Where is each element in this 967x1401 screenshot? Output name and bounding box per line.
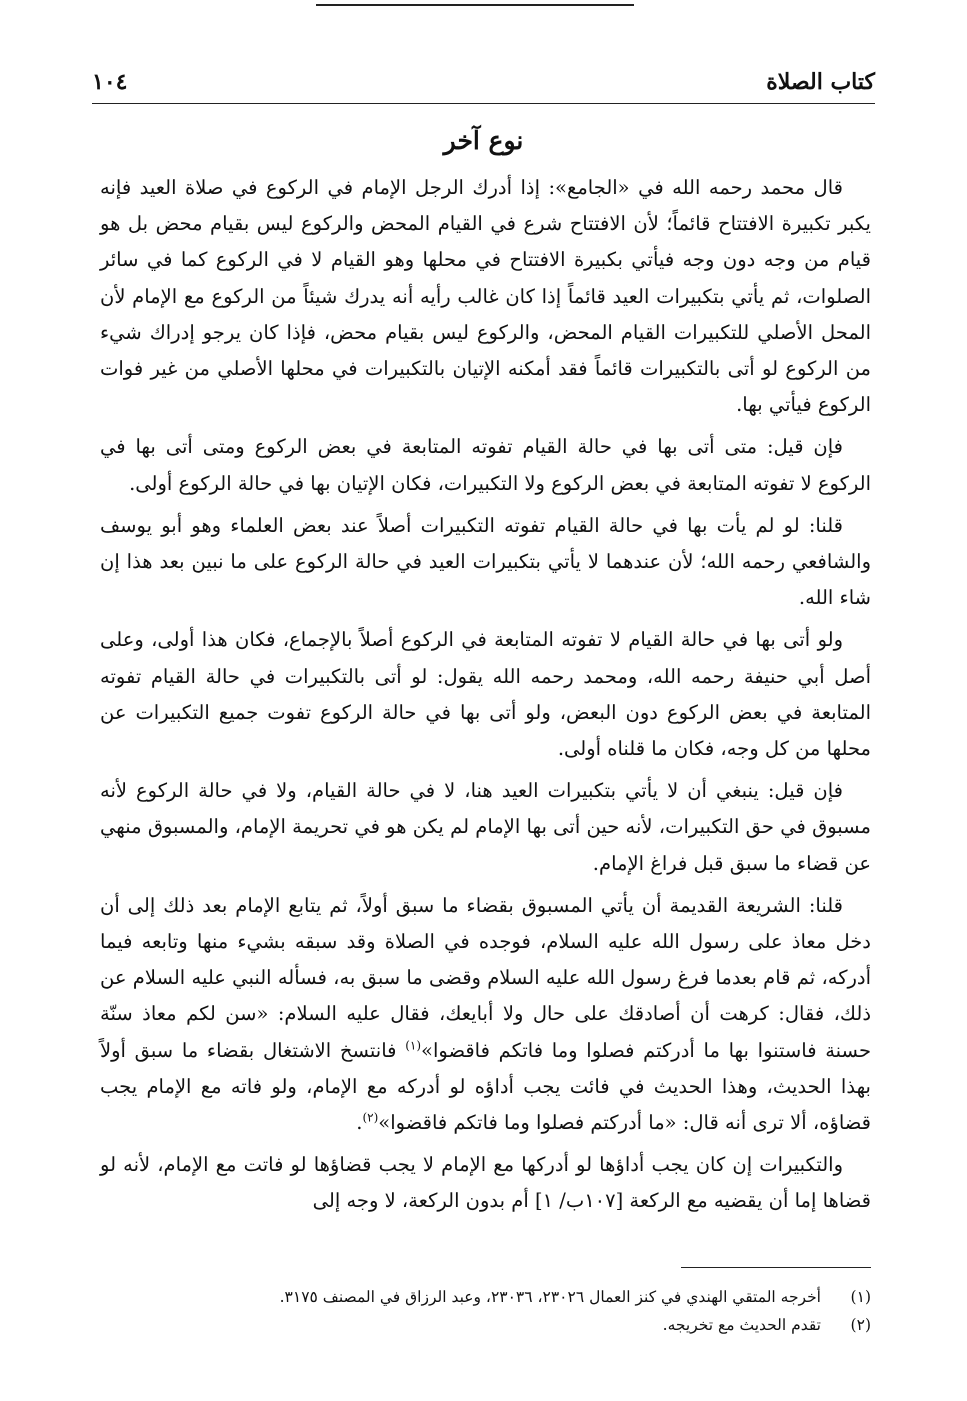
paragraph-text: قلنا: الشريعة القديمة أن يأتي المسبوق بقضاء ما سبق أولاً، ثم يتابع الإمام بعد ذلك إلى أن دخل معاذ على رسول الله عليه السلام، فوجده في الصلاة وقد سبقه بشيء منها وتابعه فيما أدركه، ثم قام بعدما فرغ رسول الله عليه السلام وقضى ما سبق به، فسأله النبي عليه السلام عن ذلك، فقال: كرهت أن أصادقك على حال ولا أبايعك، فقال عليه السلام: «سن لكم معاذ سنّة حسنة فاستنوا بها ما أدركتم فصلوا وما فاتكم فاقضوا»: [100, 893, 872, 1062]
paragraph: فإن قيل: ينبغي أن لا يأتي بتكبيرات العيد هنا، لا في حالة القيام، ولا في حالة الركوع لأنه مسبوق في حق التكبيرات، لأنه حين أتى بها الإمام لم يكن هو في تحريمة الإمام، والمسبوق منهي عن قضاء ما سبق قبل فراغ الإمام.: [100, 779, 871, 875]
footnotes: [100, 1283, 871, 1339]
footnote-number: (١): [850, 1288, 871, 1306]
header-rule: [92, 103, 875, 104]
paragraph-text: فانتسخ الاشتغال بقضاء ما سبق أولاً بهذا الحديث، وهذا الحديث في فائت يجب أداؤه لو أدركه مع الإمام، ولو فاته مع الإمام يجب قضاؤه، ألا ترى أنه قال: «ما أدركتم فصلوا وما فاتكم فاقضوا»: [100, 1038, 871, 1135]
footnote-ref-2: (٢): [362, 1110, 379, 1125]
top-decorative-rule: [316, 4, 634, 6]
footnote-rule: [681, 1267, 871, 1268]
main-text: [100, 170, 871, 1226]
page-number: ١٠٤: [92, 69, 128, 95]
footnote: [100, 1283, 871, 1311]
running-title: كتاب الصلاة: [766, 69, 875, 95]
paragraph-with-footnotes: [100, 888, 871, 1141]
footnote-ref-1: (١): [405, 1038, 422, 1053]
footnote-text: تقدم الحديث مع تخريجه.: [662, 1316, 821, 1334]
paragraph: قلنا: لو لم يأت بها في حالة القيام تفوته التكبيرات أصلاً عند بعض العلماء وهو أبو يوسف والشافعي رحمه الله؛ لأن عندهما لا يأتي بتكبيرات العيد في حالة الركوع على ما نبين بعد هذا إن شاء الله.: [100, 513, 871, 610]
paragraph: والتكبيرات إن كان يجب أداؤها لو أدركها مع الإمام لا يجب قضاؤها لو فاتت مع الإمام، لأنه لو قضاها إما أن يقضيه مع الركعة [١٠٧ب/ ١] أم بدون الركعة، لا وجه إلى: [100, 1153, 871, 1213]
section-title: نوع آخر: [443, 126, 524, 155]
paragraph-text: .: [356, 1111, 363, 1135]
paragraph: فإن قيل: متى أتى بها في حالة القيام تفوته المتابعة في بعض الركوع ومتى أتى بها في الركوع لا تفوته المتابعة في بعض الركوع ولا التكبيرات، فكان الإتيان بها في حالة الركوع أولى.: [100, 435, 871, 495]
footnote-number: (٢): [850, 1316, 871, 1334]
paragraph: قال محمد رحمه الله في «الجامع»: إذا أدرك الرجل الإمام في الركوع في صلاة العيد فإنه يكبر تكبيرة الافتتاح قائماً؛ لأن الافتتاح شرع في القيام المحض والركوع ليس بقيام محض بل هو قيام من وجه دون وجه فيأتي بكبيرة الافتتاح في محلها وهو القيام لا في الركوع كما في سائر الصلوات، ثم يأتي بتكبيرات العيد قائماً إذا كان غالب رأيه أنه يدرك شيئاً من الركوع مع الإمام لأن المحل الأصلي للتكبيرات القيام المحض، والركوع ليس بقيام محض، فإذا كان يرجو إدراك شيء من الركوع لو أتى بالتكبيرات قائماً فقد أمكنه الإتيان بالتكبيرات في محلها الأصلي من غير فوات الركوع فيأتي بها.: [100, 176, 871, 417]
footnote: [100, 1311, 871, 1339]
paragraph: ولو أتى بها في حالة القيام لا تفوته المتابعة في الركوع أصلاً بالإجماع، فكان هذا أولى، وعلى أصل أبي حنيفة رحمه الله، ومحمد رحمه الله يقول: لو أتى بالتكبيرات في حالة القيام تفوته المتابعة في بعض الركوع دون البعض، ولو أتى بها في حالة الركوع تفوت جميع التكبيرات عن محلها من كل وجه، فكان ما قلناه أولى.: [100, 628, 871, 761]
footnote-text: أخرجه المتقي الهندي في كنز العمال ٢٣٠٢٦، ٢٣٠٣٦، وعبد الرزاق في المصنف ٣١٧٥.: [279, 1288, 821, 1306]
page-header: [92, 62, 875, 102]
